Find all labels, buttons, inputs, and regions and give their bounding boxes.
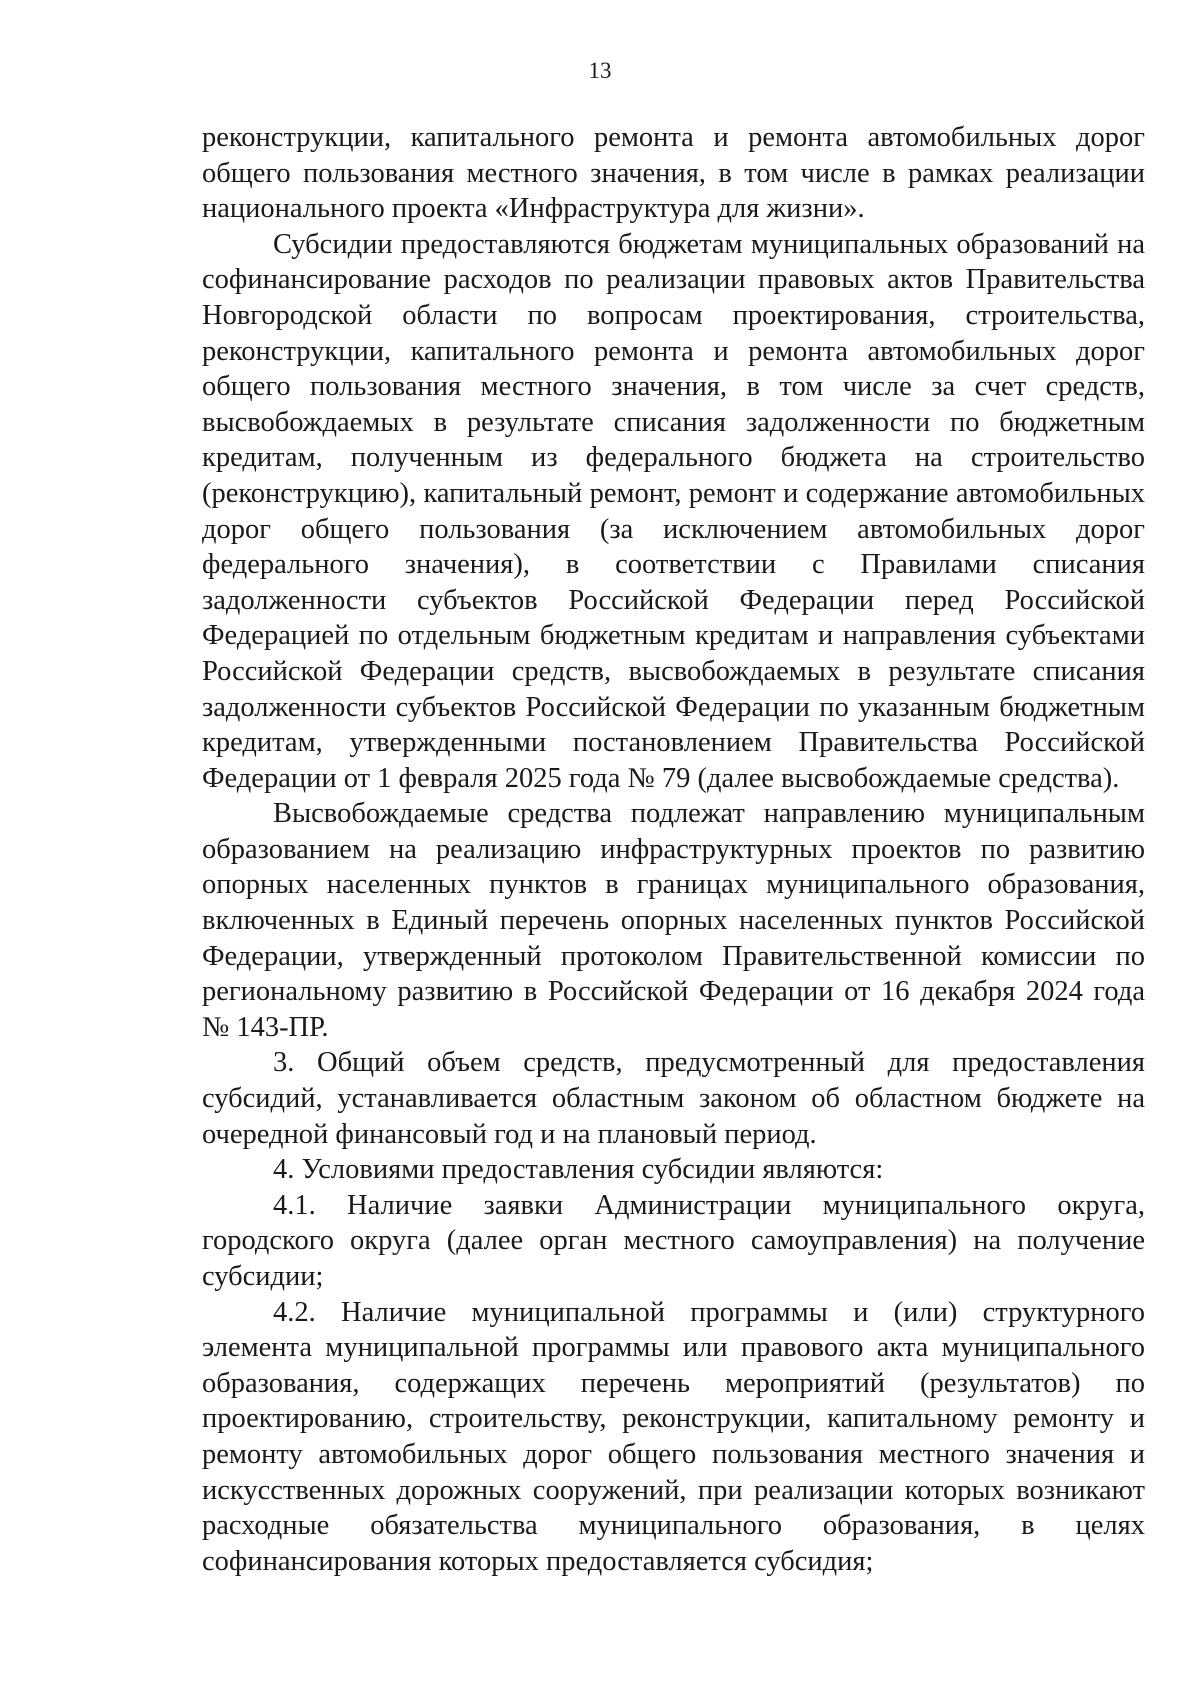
- paragraph-item-4: 4. Условиями предоставления субсидии являются:: [273, 1154, 884, 1186]
- page-number: 13: [588, 58, 612, 83]
- paragraph-item-4-1: 4.1. Наличие заявки Администрации муниципального округа, городского округа (далее орган местного самоуправления) на получение субсидии;: [202, 1189, 1145, 1292]
- document-body: [202, 120, 1145, 1579]
- paragraph-subsidies: Субсидии предоставляются бюджетам муниципальных образований на софинансирование расходов по реализации правовых актов Правительства Новгородской области по вопросам проектирования, строительства, реконструкции, капитального ремонта и ремонта автомобильных дорог общего пользования местного значения, в том числе за счет средств, высвобождаемых в результате списания задолженности по бюджетным кредитам, полученным из федерального бюджета на строительство (реконструкцию), капитальный ремонт, ремонт и содержание автомобильных дорог общего пользования (за исключением автомобильных дорог федерального значения), в соответствии с Правилами списания задолженности субъектов Российской Федерации перед Российской Федерацией по отдельным бюджетным кредитам и направления субъектами Российской Федерации средств, высвобождаемых в результате списания задолженности субъектов Российской Федерации по указанным бюджетным кредитам, утвержденными постановлением Правительства Российской Федерации от 1 февраля 2025 года № 79 (далее высвобождаемые средства).: [202, 228, 1145, 794]
- paragraph-continuation: реконструкции, капитального ремонта и ремонта автомобильных дорог общего пользования местного значения, в том числе в рамках реализации национального проекта «Инфраструктура для жизни».: [202, 122, 1145, 225]
- paragraph-item-4-2: 4.2. Наличие муниципальной программы и (или) структурного элемента муниципальной программы или правового акта муниципального образования, содержащих перечень мероприятий (результатов) по проектированию, строительству, реконструкции, капитальному ремонту и ремонту автомобильных дорог общего пользования местного значения и искусственных дорожных сооружений, при реализации которых возникают расходные обязательства муниципального образования, в целях софинансирования которых предоставляется субсидия;: [202, 1296, 1145, 1577]
- paragraph-item-3: 3. Общий объем средств, предусмотренный для предоставления субсидий, устанавливается областным законом об областном бюджете на очередной финансовый год и на плановый период.: [202, 1047, 1145, 1150]
- paragraph-released-funds: Высвобождаемые средства подлежат направлению муниципальным образованием на реализацию инфраструктурных проектов по развитию опорных населенных пунктов в границах муниципального образования, включенных в Единый перечень опорных населенных пунктов Российской Федерации, утвержденный протоколом Правительственной комиссии по региональному развитию в Российской Федерации от 16 декабря 2024 года № 143-ПР.: [202, 798, 1145, 1043]
